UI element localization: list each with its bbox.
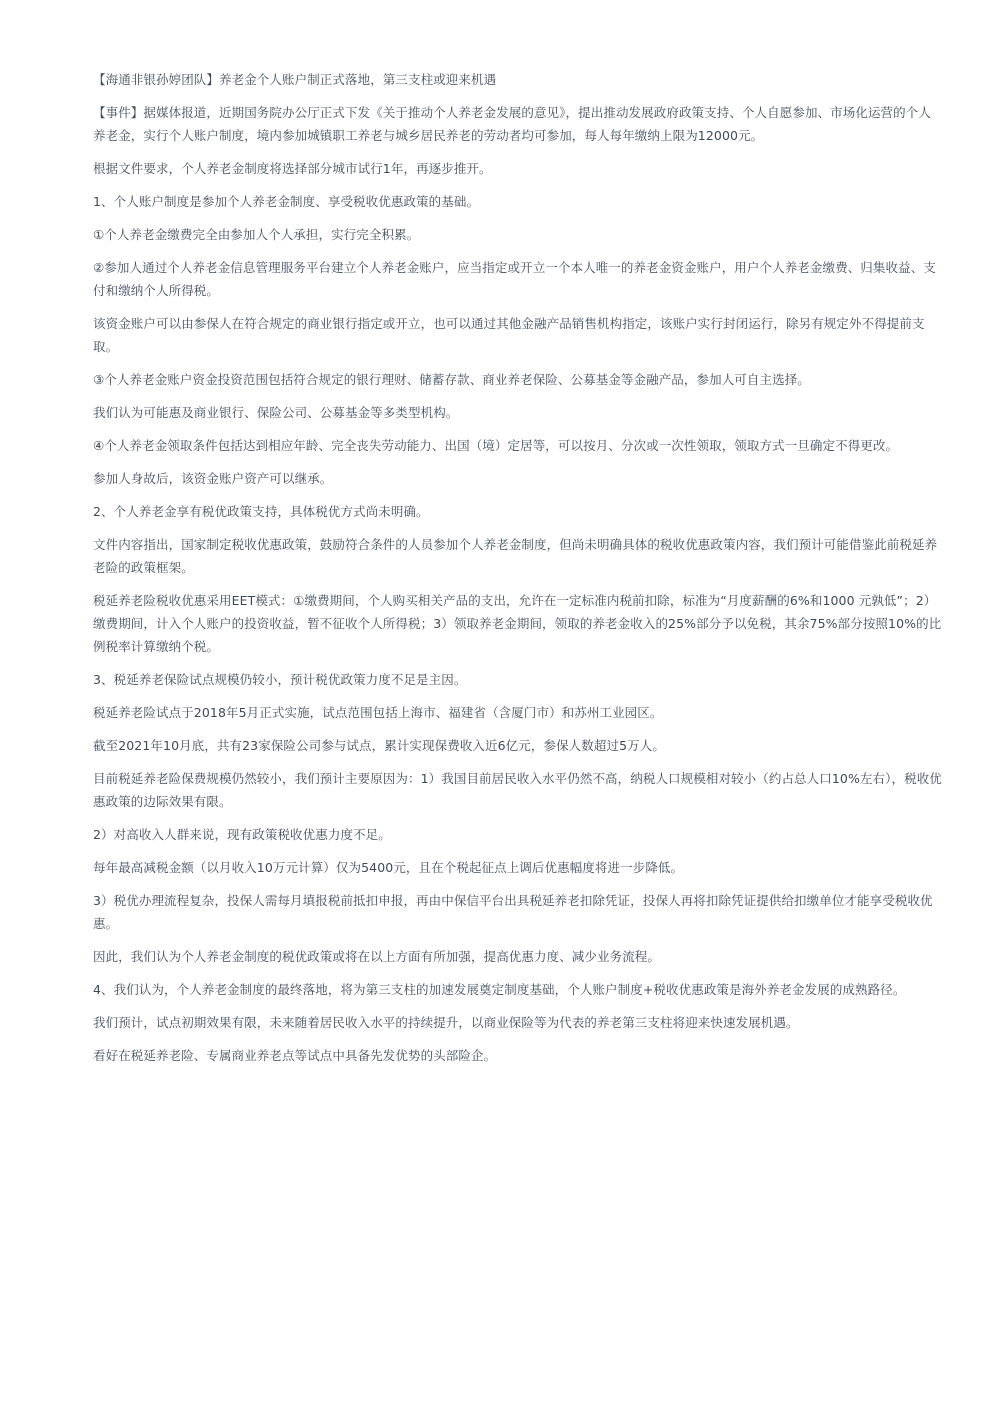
paragraph: 参加人身故后，该资金账户资产可以继承。 — [93, 471, 333, 486]
paragraph: 2）对高收入人群来说，现有政策税收优惠力度不足。 — [93, 827, 391, 842]
paragraph: 3）税优办理流程复杂，投保人需每月填报税前抵扣申报，再由中保信平台出具税延养老扣除凭证，投保人再将扣除凭证提供给扣缴单位才能享受税收优惠。 — [93, 893, 933, 931]
paragraph: ①个人养老金缴费完全由参加人个人承担，实行完全积累。 — [93, 227, 420, 242]
event-paragraph: 【事件】据媒体报道，近期国务院办公厅正式下发《关于推动个人养老金发展的意见》，提出推动发展政府政策支持、个人自愿参加、市场化运营的个人养老金，实行个人账户制度，境内参加城镇职工养老与城乡居民养老的劳动者均可参加，每人每年缴纳上限为12000元。 — [93, 105, 931, 143]
section-heading-3: 3、税延养老保险试点规模仍较小，预计税优政策力度不足是主因。 — [93, 672, 467, 687]
paragraph: 该资金账户可以由参保人在符合规定的商业银行指定或开立，也可以通过其他金融产品销售机构指定，该账户实行封闭运行，除另有规定外不得提前支取。 — [93, 316, 925, 354]
document-title: 【海通非银孙婷团队】养老金个人账户制正式落地，第三支柱或迎来机遇 — [93, 72, 497, 87]
paragraph: 每年最高减税金额（以月收入10万元计算）仅为5400元，且在个税起征点上调后优惠幅度将进一步降低。 — [93, 860, 684, 875]
paragraph: ④个人养老金领取条件包括达到相应年龄、完全丧失劳动能力、出国（境）定居等，可以按月、分次或一次性领取，领取方式一旦确定不得更改。 — [93, 438, 899, 453]
paragraph: 税延养老险试点于2018年5月正式实施，试点范围包括上海市、福建省（含厦门市）和苏州工业园区。 — [93, 705, 663, 720]
paragraph: 看好在税延养老险、专属商业养老点等试点中具备先发优势的头部险企。 — [93, 1048, 497, 1063]
paragraph: 文件内容指出，国家制定税收优惠政策，鼓励符合条件的人员参加个人养老金制度，但尚未明确具体的税收优惠政策内容，我们预计可能借鉴此前税延养老险的政策框架。 — [93, 537, 938, 575]
section-heading-4: 4、我们认为，个人养老金制度的最终落地，将为第三支柱的加速发展奠定制度基础，个人账户制度+税收优惠政策是海外养老金发展的成熟路径。 — [93, 982, 906, 997]
section-heading-2: 2、个人养老金享有税优政策支持，具体税优方式尚未明确。 — [93, 504, 429, 519]
paragraph: ②参加人通过个人养老金信息管理服务平台建立个人养老金账户，应当指定或开立一个本人唯一的养老金资金账户，用户个人养老金缴费、归集收益、支付和缴纳个人所得税。 — [93, 260, 936, 298]
paragraph: 因此，我们认为个人养老金制度的税优政策或将在以上方面有所加强，提高优惠力度、减少业务流程。 — [93, 949, 661, 964]
document-body — [93, 68, 943, 1077]
paragraph: 根据文件要求，个人养老金制度将选择部分城市试行1年，再逐步推开。 — [93, 161, 492, 176]
paragraph: 我们预计，试点初期效果有限，未来随着居民收入水平的持续提升，以商业保险等为代表的养老第三支柱将迎来快速发展机遇。 — [93, 1015, 799, 1030]
section-heading-1: 1、个人账户制度是参加个人养老金制度、享受税收优惠政策的基础。 — [93, 194, 480, 209]
paragraph: ③个人养老金账户资金投资范围包括符合规定的银行理财、储蓄存款、商业养老保险、公募基金等金融产品，参加人可自主选择。 — [93, 372, 810, 387]
paragraph: 目前税延养老险保费规模仍然较小，我们预计主要原因为：1）我国目前居民收入水平仍然不高，纳税人口规模相对较小（约占总人口10%左右），税收优惠政策的边际效果有限。 — [93, 771, 942, 809]
paragraph: 税延养老险税收优惠采用EET模式：①缴费期间，个人购买相关产品的支出，允许在一定标准内税前扣除，标准为“月度薪酬的6%和1000 元孰低”；2）缴费期间，计入个人账户的投资收益，暂不征收个人所得税；3）领取养老金期间，领取的养老金收入的25%部分予以免税，其余75%部分按照10%的比例税率计算缴纳个税。 — [93, 593, 942, 654]
paragraph: 我们认为可能惠及商业银行、保险公司、公募基金等多类型机构。 — [93, 405, 459, 420]
paragraph: 截至2021年10月底，共有23家保险公司参与试点，累计实现保费收入近6亿元，参保人数超过5万人。 — [93, 738, 665, 753]
